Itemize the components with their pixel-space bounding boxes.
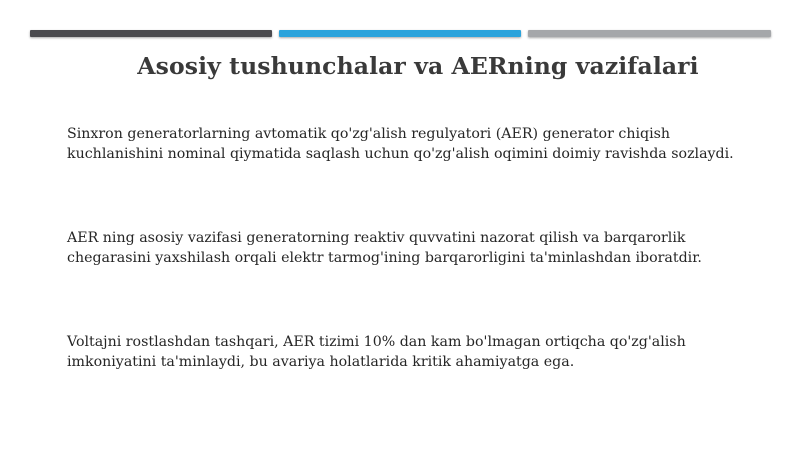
- header-accent-bars: [30, 30, 771, 38]
- slide-title: Asosiy tushunchalar va AERning vazifalari: [137, 52, 699, 80]
- accent-bar-dark: [30, 30, 272, 37]
- accent-bar-grey: [528, 30, 771, 37]
- paragraph-line: chegarasini yaxshilash orqali elektr tarmog'ining barqarorligini ta'minlashdan iboratdir.: [67, 250, 702, 266]
- paragraph-aer-overexcitation: [67, 332, 767, 372]
- paragraph-line: Sinxron generatorlarning avtomatik qo'zg'alish regulyatori (AER) generator chiqish: [67, 126, 671, 142]
- paragraph-line: imkoniyatini ta'minlaydi, bu avariya holatlarida kritik ahamiyatga ega.: [67, 354, 575, 370]
- accent-bar-blue: [279, 30, 521, 37]
- paragraph-line: Voltajni rostlashdan tashqari, AER tizimi 10% dan kam bo'lmagan ortiqcha qo'zg'alish: [67, 334, 686, 350]
- paragraph-line: kuchlanishini nominal qiymatida saqlash uchun qo'zg'alish oqimini doimiy ravishda sozlaydi.: [67, 146, 734, 162]
- paragraph-line: AER ning asosiy vazifasi generatorning reaktiv quvvatini nazorat qilish va barqarorlik: [67, 230, 686, 246]
- paragraph-aer-main-task: [67, 228, 767, 268]
- paragraph-aer-definition: [67, 124, 767, 164]
